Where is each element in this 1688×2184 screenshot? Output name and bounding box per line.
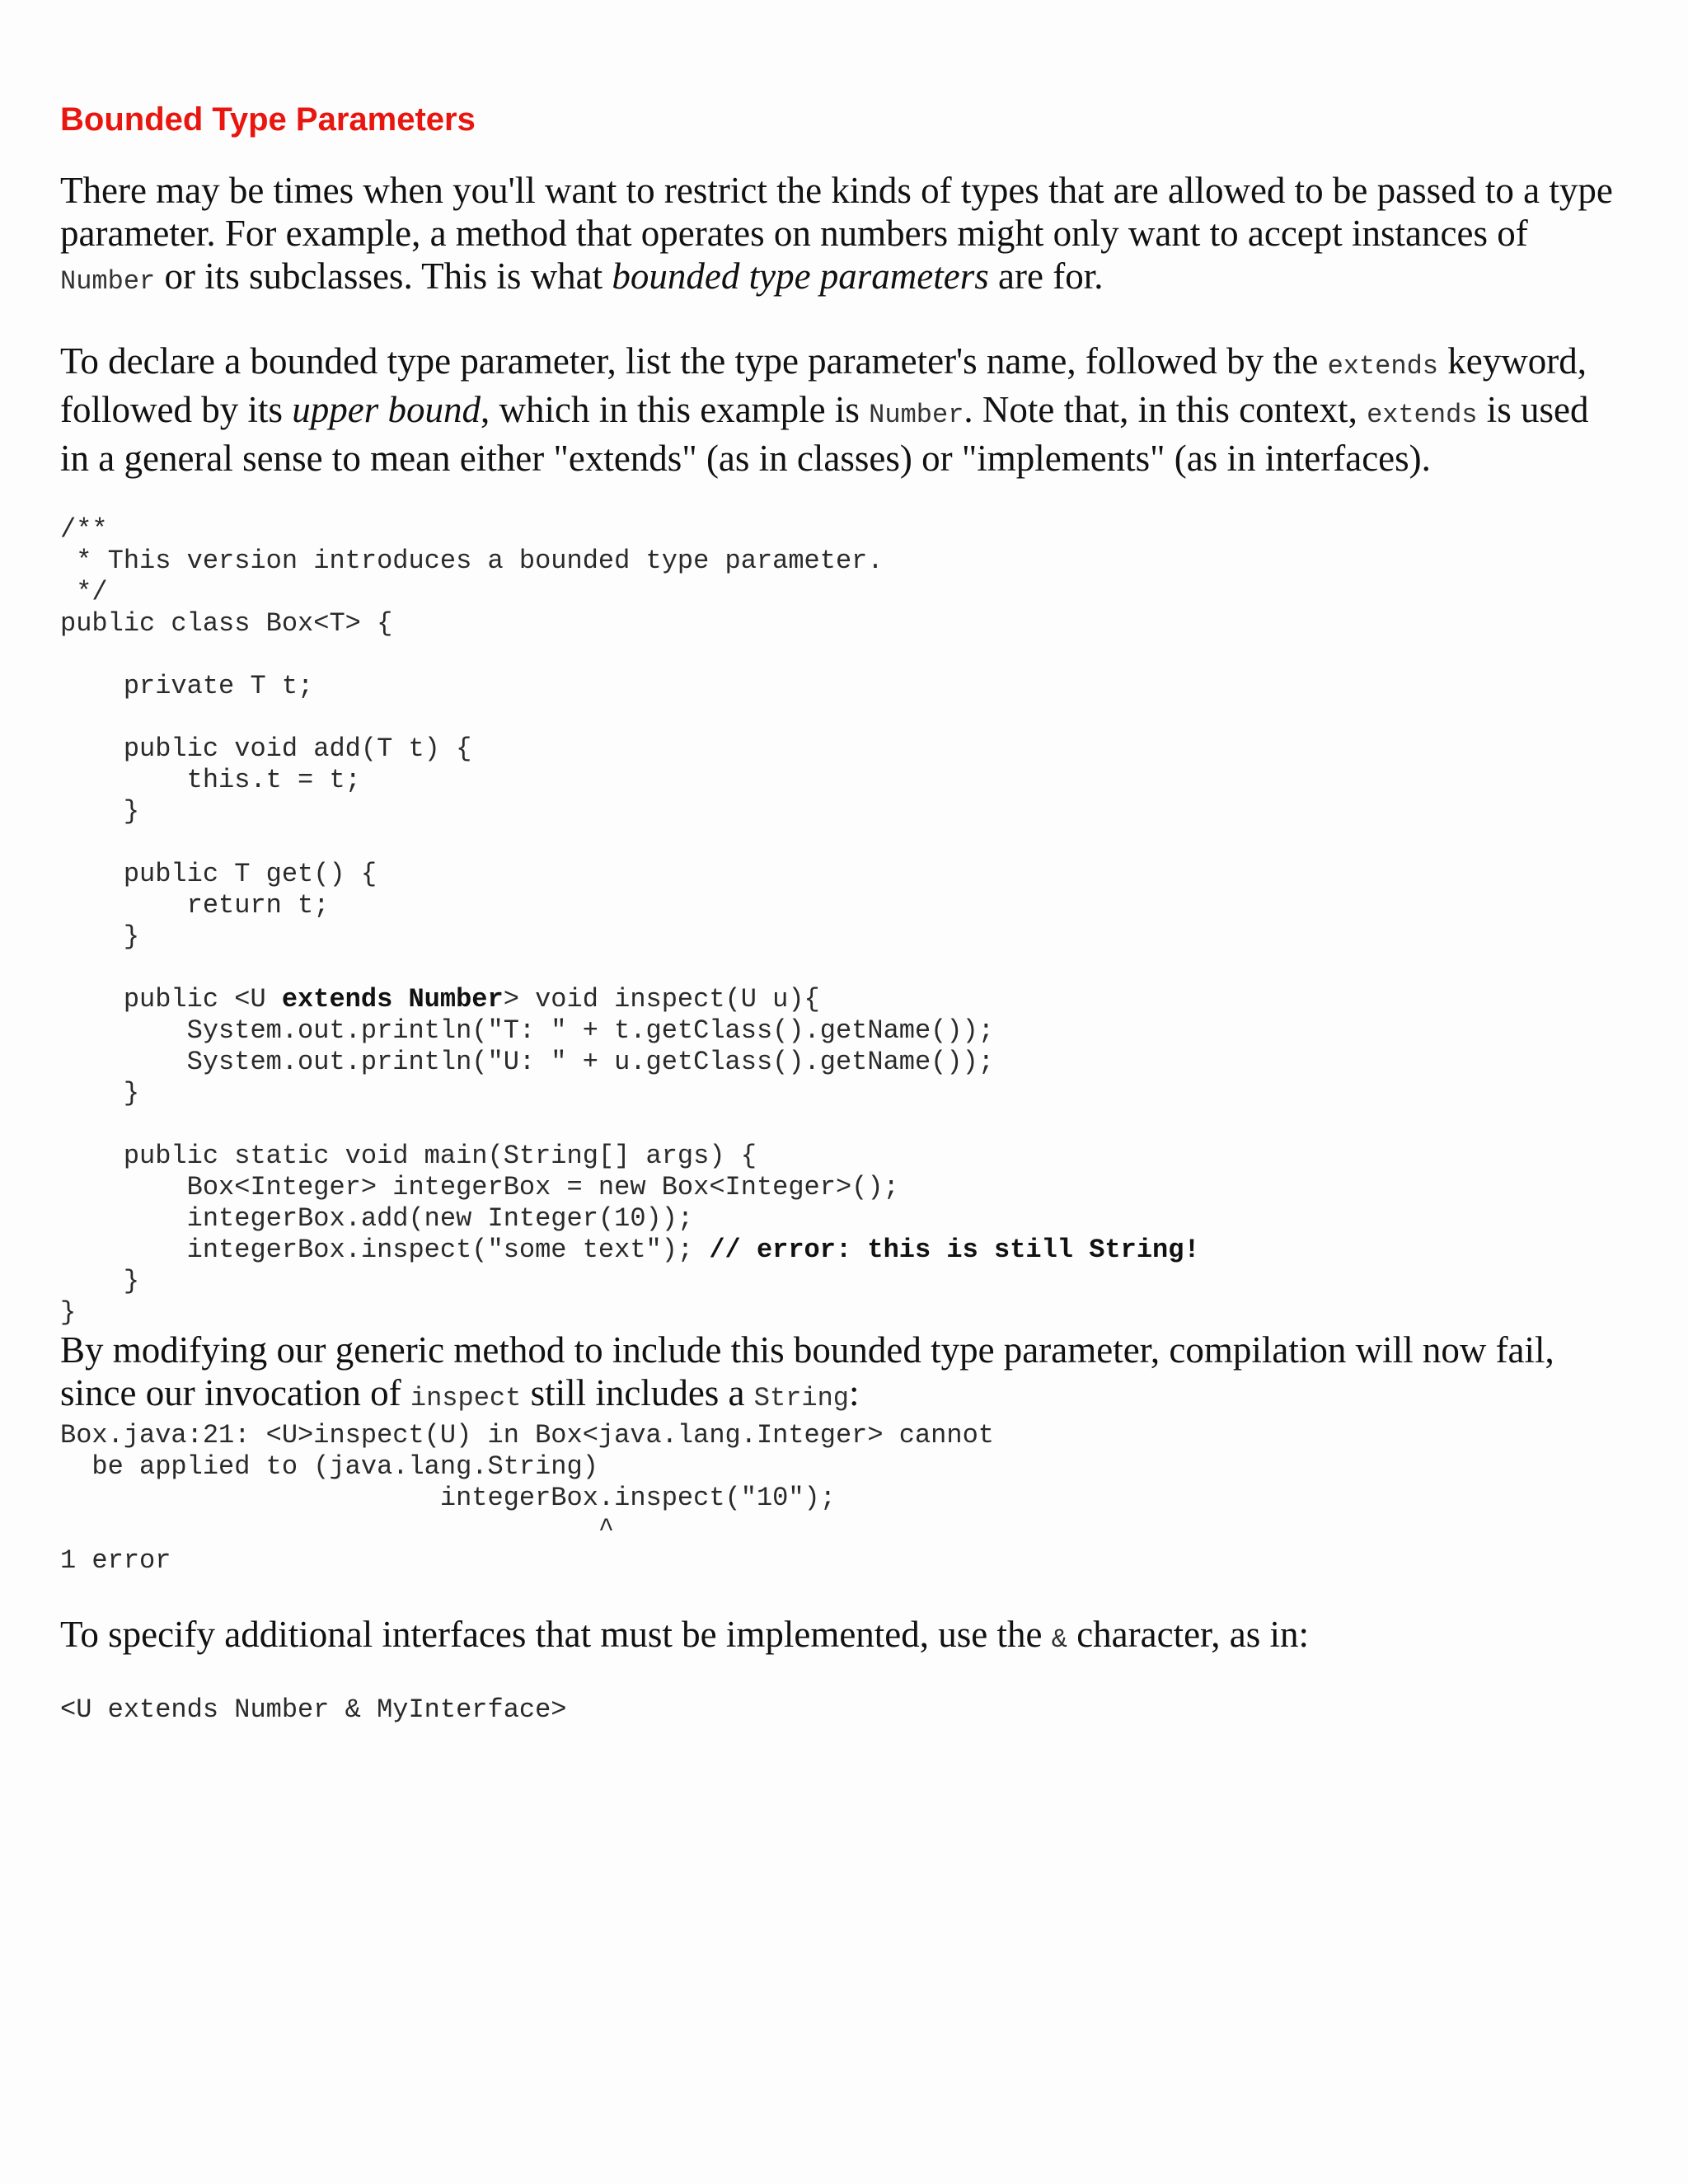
additional-interfaces-paragraph: [60, 1613, 1626, 1661]
comp-text-c: :: [849, 1372, 860, 1413]
compiler-error-output: Box.java:21: <U>inspect(U) in Box<java.lang.Integer> cannot be applied to (java.lang.String) integerBox.inspect("10"); ^ 1 error: [60, 1420, 994, 1576]
code-bold-extends-number: extends Number: [281, 984, 504, 1015]
emphasis-bounded-type-parameters: bounded type parameters: [612, 255, 989, 297]
emphasis-upper-bound: upper bound: [292, 389, 481, 430]
decl-text-c: , which in this example is: [480, 389, 870, 430]
compilation-paragraph: [60, 1329, 1626, 1420]
code-part-1: /** * This version introduces a bounded type parameter. */ public class Box<T> { private T t; public void add(T t) { this.t = t; } public T get() { return t; } public <U: [60, 514, 884, 1015]
inline-code-extends: extends: [1327, 351, 1438, 382]
section-heading: Bounded Type Parameters: [60, 101, 476, 138]
inline-code-number: Number: [60, 266, 156, 297]
intro-text-c: are for.: [988, 255, 1104, 297]
code-part-3: } }: [60, 1266, 140, 1328]
intro-text-a: There may be times when you'll want to restrict the kinds of types that are allowed to be passed to a type parameter. For example, a method that operates on numbers might only want to accept instances of: [60, 170, 1613, 254]
document-page: [60, 99, 1626, 1726]
inline-code-string: String: [753, 1383, 849, 1413]
inline-code-ampersand: &: [1051, 1624, 1067, 1655]
decl-text-e: is used in a general sense to mean either "extends" (as in classes) or "implements" (as in interfaces).: [60, 389, 1589, 479]
comp-text-b: still includes a: [521, 1372, 754, 1413]
intro-text-b: or its subclasses. This is what: [155, 255, 612, 297]
iface-text-a: To specify additional interfaces that must be implemented, use the: [60, 1614, 1052, 1655]
iface-text-b: character, as in:: [1067, 1614, 1309, 1655]
multiple-bounds-code: <U extends Number & MyInterface>: [60, 1694, 567, 1725]
inline-code-inspect: inspect: [410, 1383, 522, 1413]
inline-code-extends-2: extends: [1367, 400, 1478, 430]
code-bold-error-comment: // error: this is still String!: [709, 1235, 1200, 1265]
inline-code-number-2: Number: [869, 400, 964, 430]
comp-text-a: By modifying our generic method to include this bounded type parameter, compilation will now fail, since our invocation of: [60, 1329, 1554, 1413]
decl-text-b: keyword, followed by its: [60, 340, 1587, 430]
decl-text-d: . Note that, in this context,: [964, 389, 1367, 430]
declaration-paragraph: [60, 340, 1626, 480]
code-part-2: > void inspect(U u){ System.out.println("T: " + t.getClass().getName()); System.out.println("U: " + u.getClass().getName()); } public static void main(String[] args) { Box<Integer> integerBox = new Box<Integer>(); integerBox.add(new Integer(10)); integerBox.inspect("some text");: [123, 984, 994, 1265]
box-code-listing: [60, 514, 1626, 1329]
decl-text-a: To declare a bounded type parameter, list the type parameter's name, followed by the: [60, 340, 1328, 382]
intro-paragraph: [60, 169, 1626, 303]
